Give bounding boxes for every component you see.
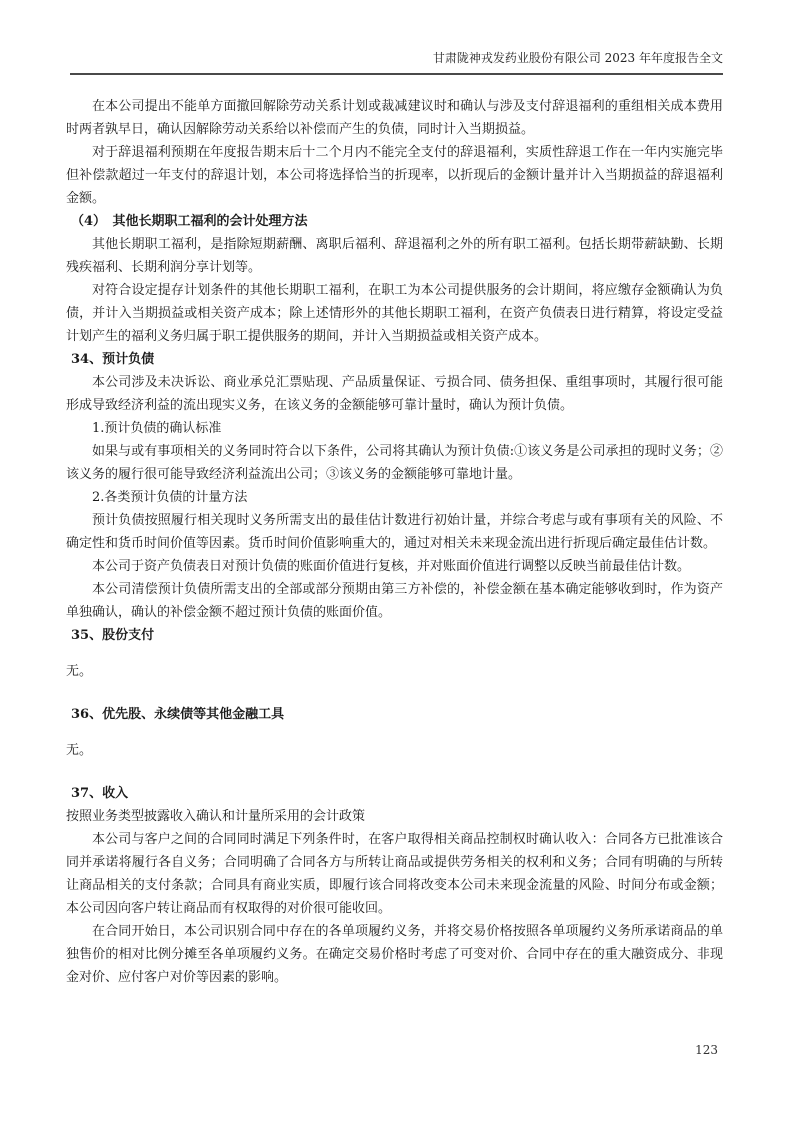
document-body: [66, 95, 723, 989]
page-header: [70, 50, 723, 75]
paragraph: 按照业务类型披露收入确认和计量所采用的会计政策: [66, 809, 366, 824]
section-heading-36-preferred-shares: 36、优先股、永续债等其他金融工具: [71, 707, 285, 722]
paragraph: 对于辞退福利预期在年度报告期末后十二个月内不能完全支付的辞退福利，实质性辞退工作在一年内实施完毕但补偿款超过一年支付的辞退计划，本公司将选择恰当的折现率，以折现后的金额计量并计入当期损益的辞退福利金额。: [66, 145, 723, 206]
paragraph: 本公司与客户之间的合同同时满足下列条件时，在客户取得相关商品控制权时确认收入：合同各方已批准该合同并承诺将履行各自义务；合同明确了合同各方与所转让商品或提供劳务相关的权利和义务；合同有明确的与所转让商品相关的支付条款；合同具有商业实质，即履行该合同将改变本公司未来现金流量的风险、时间分布或金额；本公司因向客户转让商品而有权取得的对价很可能收回。: [66, 832, 723, 916]
page-number: 123: [695, 1043, 718, 1057]
paragraph: 本公司清偿预计负债所需支出的全部或部分预期由第三方补偿的，补偿金额在基本确定能够收到时，作为资产单独确认，确认的补偿金额不超过预计负债的账面价值。: [66, 582, 723, 620]
list-item: 1.预计负债的确认标准: [92, 421, 222, 436]
paragraph: 无。: [66, 743, 93, 758]
paragraph: 在合同开始日，本公司识别合同中存在的各单项履约义务，并将交易价格按照各单项履约义务所承诺商品的单独售价的相对比例分摊至各单项履约义务。在确定交易价格时考虑了可变对价、合同中存在的重大融资成分、非现金对价、应付客户对价等因素的影响。: [66, 924, 723, 985]
header-title: 甘肃陇神戎发药业股份有限公司 2023 年年度报告全文: [432, 51, 723, 65]
paragraph: 预计负债按照履行相关现时义务所需支出的最佳估计数进行初始计量，并综合考虑与或有事项有关的风险、不确定性和货币时间价值等因素。货币时间价值影响重大的，通过对相关未来现金流出进行折现后确定最佳估计数。: [66, 513, 723, 551]
section-heading-37-revenue: 37、收入: [71, 786, 129, 801]
paragraph: 其他长期职工福利，是指除短期薪酬、离职后福利、辞退福利之外的所有职工福利。包括长期带薪缺勤、长期残疾福利、长期利润分享计划等。: [66, 237, 723, 275]
paragraph: 对符合设定提存计划条件的其他长期职工福利，在职工为本公司提供服务的会计期间，将应缴存金额确认为负债，并计入当期损益或相关资产成本；除上述情形外的其他长期职工福利，在资产负债表日进行精算，将设定受益计划产生的福利义务归属于职工提供服务的期间，并计入当期损益或相关资产成本。: [66, 283, 723, 344]
paragraph: 如果与或有事项相关的义务同时符合以下条件，公司将其确认为预计负债:①该义务是公司承担的现时义务；②该义务的履行很可能导致经济利益流出公司；③该义务的金额能够可靠地计量。: [66, 444, 723, 482]
paragraph: 在本公司提出不能单方面撤回解除劳动关系计划或裁减建议时和确认与涉及支付辞退福利的重组相关成本费用时两者孰早日，确认因解除劳动关系给以补偿而产生的负债，同时计入当期损益。: [66, 99, 723, 137]
paragraph: 本公司涉及未决诉讼、商业承兑汇票贴现、产品质量保证、亏损合同、债务担保、重组事项时，其履行很可能形成导致经济利益的流出现实义务，在该义务的金额能够可靠计量时，确认为预计负债。: [66, 375, 723, 413]
section-heading-34-estimated-liabilities: 34、预计负债: [71, 352, 155, 367]
paragraph: 本公司于资产负债表日对预计负债的账面价值进行复核，并对账面价值进行调整以反映当前最佳估计数。: [92, 559, 691, 574]
list-item: 2.各类预计负债的计量方法: [92, 490, 248, 505]
paragraph: 无。: [66, 664, 93, 679]
section-heading-35-share-payment: 35、股份支付: [71, 628, 155, 643]
section-heading-other-long-term-benefits: （4） 其他长期职工福利的会计处理方法: [71, 214, 308, 229]
